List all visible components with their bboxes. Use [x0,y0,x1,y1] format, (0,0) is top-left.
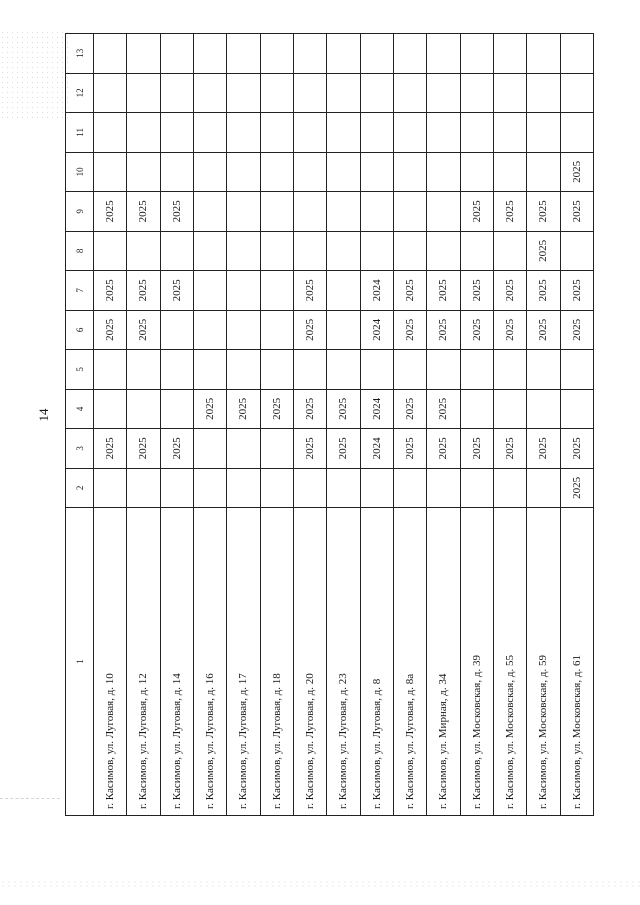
year-cell: 2025 [127,310,160,350]
address-cell: г. Касимов, ул. Московская, д. 61 [560,508,593,816]
address-cell: г. Касимов, ул. Московская, д. 59 [527,508,560,816]
year-cell [427,192,460,232]
year-cell [227,350,260,390]
year-cell: 2025 [460,192,493,232]
year-cell [527,73,560,113]
year-cell [260,310,293,350]
year-cell [94,389,127,429]
year-cell [227,192,260,232]
year-cell [460,231,493,271]
year-cell [193,468,226,508]
address-cell: г. Касимов, ул. Луговая, д. 14 [160,508,193,816]
table-row [160,34,193,816]
year-cell [493,73,526,113]
year-cell [560,231,593,271]
year-cell [527,113,560,153]
year-cell [160,231,193,271]
year-cell [260,468,293,508]
year-cell [393,350,426,390]
year-cell [127,231,160,271]
year-cell: 2025 [193,389,226,429]
year-cell [427,113,460,153]
year-cell [127,389,160,429]
year-cell: 2025 [160,271,193,311]
year-cell [260,34,293,74]
year-cell [293,468,326,508]
year-cell [327,113,360,153]
year-cell [327,271,360,311]
year-cell [160,73,193,113]
year-cell [493,113,526,153]
address-cell: г. Касимов, ул. Луговая, д. 23 [327,508,360,816]
year-cell [427,231,460,271]
year-cell: 2025 [160,192,193,232]
year-cell [527,468,560,508]
address-cell: г. Касимов, ул. Луговая, д. 12 [127,508,160,816]
year-cell: 2025 [427,271,460,311]
table-row [427,34,460,816]
year-cell [460,73,493,113]
header-row [66,34,94,816]
year-cell [293,152,326,192]
year-cell [393,152,426,192]
year-cell [327,350,360,390]
year-cell [360,192,393,232]
year-cell [160,34,193,74]
table-row [360,34,393,816]
address-cell: г. Касимов, ул. Луговая, д. 20 [293,508,326,816]
address-cell: г. Касимов, ул. Луговая, д. 16 [193,508,226,816]
column-header: 1 [66,508,94,816]
table-row [393,34,426,816]
scan-noise-left [0,798,60,803]
year-cell [393,34,426,74]
year-cell: 2025 [260,389,293,429]
year-cell: 2025 [527,429,560,469]
year-cell [193,152,226,192]
year-cell [160,389,193,429]
year-cell [327,468,360,508]
year-cell [460,389,493,429]
year-cell [460,152,493,192]
year-cell [393,113,426,153]
year-cell [527,34,560,74]
column-header: 11 [66,113,94,153]
table-row [493,34,526,816]
year-cell [327,310,360,350]
year-cell [193,271,226,311]
year-cell: 2025 [293,389,326,429]
scan-noise-top [0,30,70,120]
year-cell [227,231,260,271]
year-cell [460,468,493,508]
year-cell: 2025 [160,429,193,469]
year-cell [127,152,160,192]
year-cell [193,73,226,113]
year-cell: 2025 [293,429,326,469]
year-cell [94,468,127,508]
year-cell [193,350,226,390]
table-row [460,34,493,816]
year-cell: 2025 [460,310,493,350]
column-header: 9 [66,192,94,232]
year-cell: 2025 [493,192,526,232]
year-cell [160,152,193,192]
year-cell [460,113,493,153]
table-row [94,34,127,816]
year-cell: 2025 [227,389,260,429]
year-cell [493,389,526,429]
year-cell [527,152,560,192]
year-cell [127,468,160,508]
page-number: 14 [36,408,51,422]
year-cell [260,271,293,311]
year-cell [227,113,260,153]
column-header: 6 [66,310,94,350]
year-cell [293,34,326,74]
year-cell [127,350,160,390]
year-cell [493,350,526,390]
year-cell [94,34,127,74]
year-cell [360,73,393,113]
year-cell [94,350,127,390]
year-cell [260,231,293,271]
year-cell: 2025 [293,310,326,350]
year-cell [427,468,460,508]
year-cell: 2025 [427,429,460,469]
schedule-table [65,33,594,816]
year-cell [260,192,293,232]
table-row [127,34,160,816]
column-header: 12 [66,73,94,113]
year-cell: 2025 [527,310,560,350]
year-cell: 2025 [560,192,593,232]
year-cell [327,192,360,232]
year-cell [560,73,593,113]
year-cell [393,231,426,271]
year-cell: 2025 [493,310,526,350]
year-cell [527,350,560,390]
address-cell: г. Касимов, ул. Московская, д. 55 [493,508,526,816]
year-cell [460,350,493,390]
year-cell: 2025 [327,429,360,469]
year-cell: 2025 [527,192,560,232]
year-cell [227,310,260,350]
address-cell: г. Касимов, ул. Луговая, д. 18 [260,508,293,816]
table-row [193,34,226,816]
year-cell [193,310,226,350]
year-cell [193,113,226,153]
column-header: 8 [66,231,94,271]
year-cell [360,350,393,390]
year-cell [260,113,293,153]
year-cell: 2025 [560,271,593,311]
year-cell [360,231,393,271]
year-cell [193,429,226,469]
year-cell [560,350,593,390]
year-cell [560,113,593,153]
year-cell [293,350,326,390]
year-cell [227,468,260,508]
year-cell: 2025 [460,429,493,469]
year-cell: 2025 [393,271,426,311]
year-cell [393,73,426,113]
address-cell: г. Касимов, ул. Луговая, д. 17 [227,508,260,816]
address-cell: г. Касимов, ул. Луговая, д. 10 [94,508,127,816]
address-cell: г. Касимов, ул. Московская, д. 39 [460,508,493,816]
year-cell [193,34,226,74]
year-cell [427,152,460,192]
year-cell [227,34,260,74]
year-cell [193,231,226,271]
year-cell [260,152,293,192]
year-cell [560,389,593,429]
table-row [327,34,360,816]
year-cell [527,389,560,429]
year-cell [293,73,326,113]
year-cell [360,468,393,508]
year-cell: 2025 [560,429,593,469]
year-cell: 2025 [493,429,526,469]
year-cell: 2025 [560,152,593,192]
year-cell [227,73,260,113]
address-cell: г. Касимов, ул. Луговая, д. 8а [393,508,426,816]
column-header: 7 [66,271,94,311]
year-cell [260,350,293,390]
year-cell: 2025 [427,310,460,350]
year-cell [227,152,260,192]
table-row [260,34,293,816]
year-cell [360,113,393,153]
year-cell: 2024 [360,310,393,350]
column-header: 4 [66,389,94,429]
year-cell [227,429,260,469]
year-cell [94,73,127,113]
year-cell [127,113,160,153]
year-cell [327,231,360,271]
year-cell [160,468,193,508]
year-cell: 2024 [360,271,393,311]
year-cell [427,73,460,113]
year-cell: 2025 [393,310,426,350]
year-cell: 2025 [393,389,426,429]
year-cell: 2025 [94,429,127,469]
year-cell [360,34,393,74]
year-cell [493,468,526,508]
year-cell [293,113,326,153]
year-cell [260,73,293,113]
year-cell [94,152,127,192]
scan-noise-bottom [0,880,640,888]
year-cell [160,113,193,153]
year-cell [493,152,526,192]
year-cell [327,34,360,74]
year-cell [360,152,393,192]
year-cell: 2025 [527,271,560,311]
year-cell [427,34,460,74]
year-cell [493,34,526,74]
year-cell: 2025 [127,429,160,469]
year-cell: 2025 [460,271,493,311]
table-row [293,34,326,816]
column-header: 3 [66,429,94,469]
year-cell [94,113,127,153]
year-cell: 2025 [94,192,127,232]
address-cell: г. Касимов, ул. Луговая, д. 8 [360,508,393,816]
year-cell [293,231,326,271]
column-header: 10 [66,152,94,192]
year-cell: 2025 [560,468,593,508]
year-cell [127,73,160,113]
year-cell [460,34,493,74]
column-header: 2 [66,468,94,508]
table-row [527,34,560,816]
year-cell: 2024 [360,389,393,429]
schedule-table-container [65,33,594,816]
year-cell [94,231,127,271]
year-cell [560,34,593,74]
year-cell [327,152,360,192]
column-header: 13 [66,34,94,74]
year-cell: 2025 [427,389,460,429]
column-header: 5 [66,350,94,390]
year-cell: 2025 [293,271,326,311]
year-cell [160,310,193,350]
year-cell [493,231,526,271]
year-cell: 2025 [94,271,127,311]
year-cell [127,34,160,74]
year-cell: 2025 [393,429,426,469]
year-cell [327,73,360,113]
year-cell: 2025 [127,271,160,311]
year-cell: 2025 [327,389,360,429]
table-row [560,34,593,816]
year-cell [160,350,193,390]
year-cell: 2025 [560,310,593,350]
year-cell [227,271,260,311]
year-cell: 2024 [360,429,393,469]
year-cell [393,468,426,508]
year-cell [260,429,293,469]
year-cell [293,192,326,232]
year-cell [393,192,426,232]
year-cell: 2025 [94,310,127,350]
year-cell: 2025 [127,192,160,232]
table-row [227,34,260,816]
year-cell: 2025 [493,271,526,311]
year-cell [427,350,460,390]
year-cell [193,192,226,232]
year-cell: 2025 [527,231,560,271]
address-cell: г. Касимов, ул. Мирная, д. 34 [427,508,460,816]
